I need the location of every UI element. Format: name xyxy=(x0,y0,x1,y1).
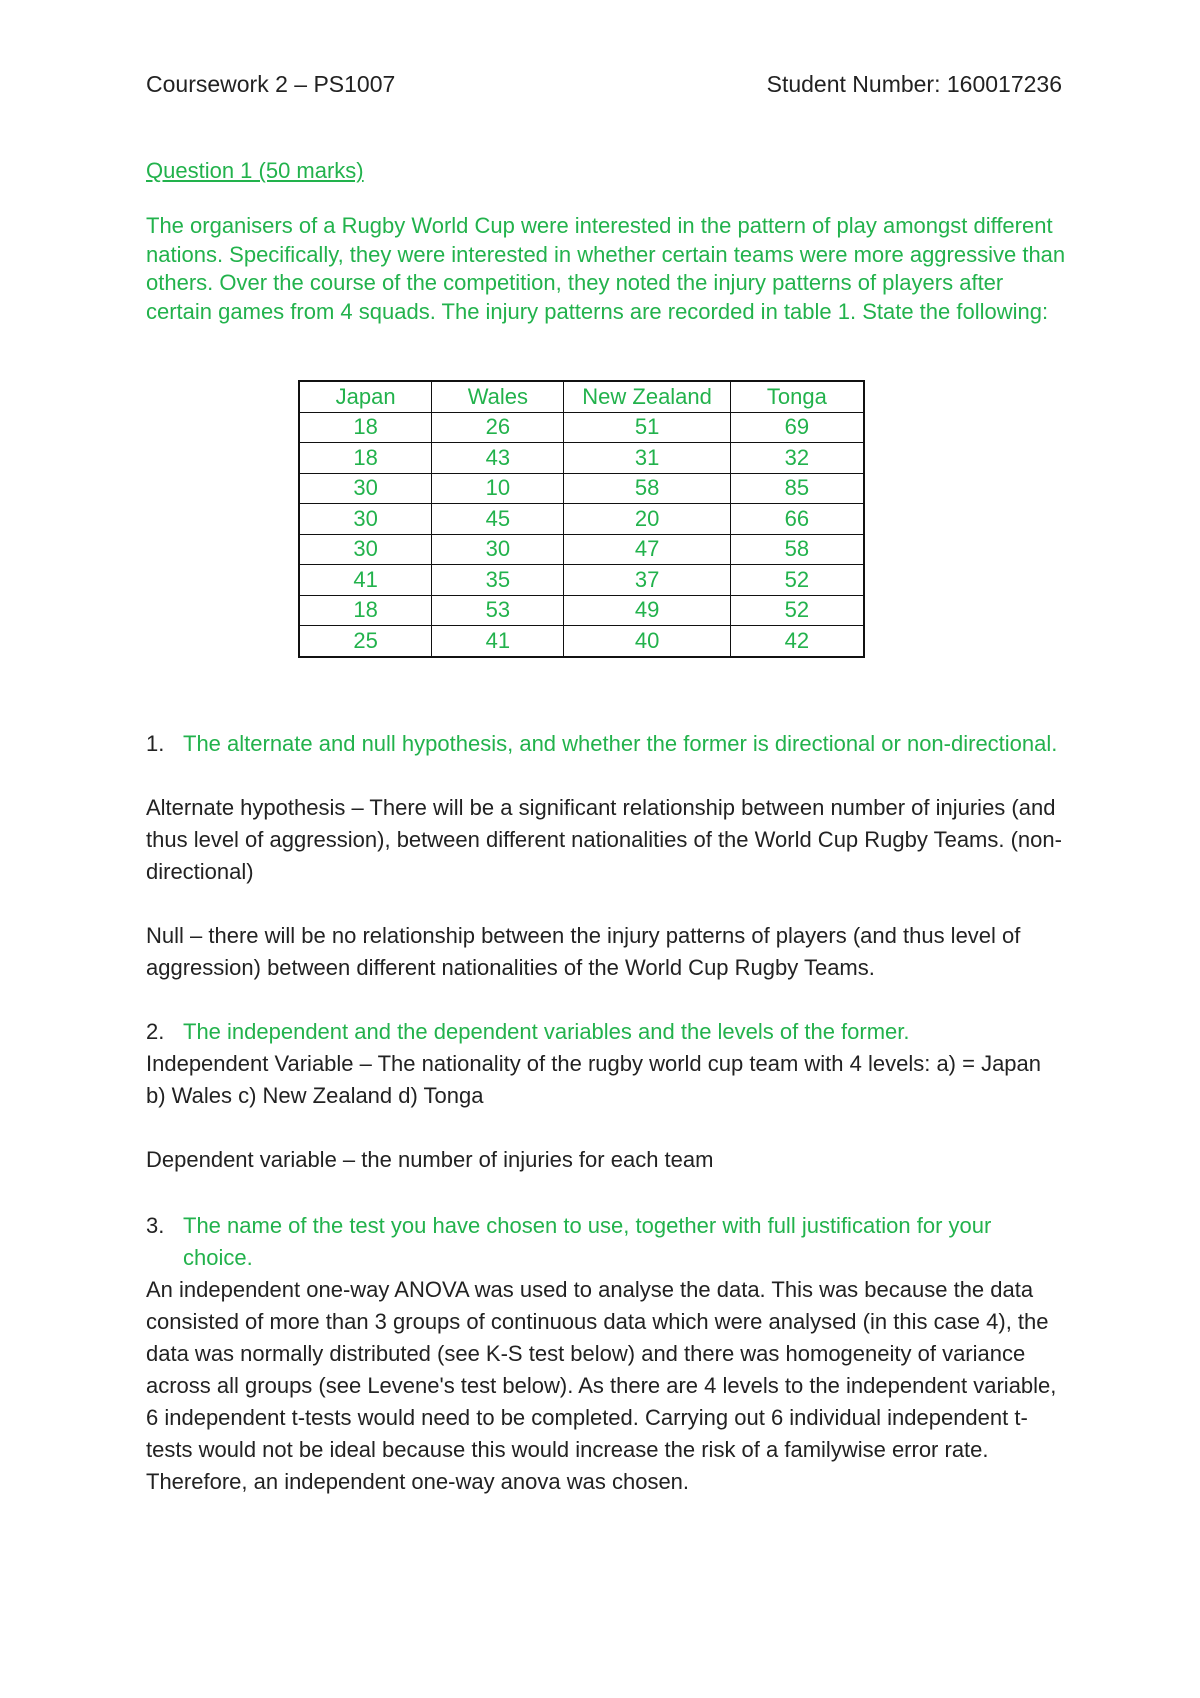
table-row xyxy=(299,412,864,443)
question-intro: The organisers of a Rugby World Cup were interested in the pattern of play amongst different nations. Specifically, they were interested in whether certain teams were more aggressive than others. Over the course of the competition, they noted the injury patterns of players after certain games from 4 squads. The injury patterns are recorded in table 1. State the following: xyxy=(146,213,1066,324)
table-row xyxy=(299,534,864,565)
item-3-prompt xyxy=(146,1210,1066,1274)
table-cell: 35 xyxy=(432,565,564,596)
item-prompt-text: The independent and the dependent variables and the levels of the former. xyxy=(183,1019,910,1044)
table-cell: 43 xyxy=(432,443,564,474)
table-cell: 10 xyxy=(432,473,564,504)
table-cell: 85 xyxy=(730,473,864,504)
column-header: Japan xyxy=(299,381,432,412)
table-cell: 66 xyxy=(730,504,864,535)
course-title: Coursework 2 – PS1007 xyxy=(146,71,396,97)
column-header: New Zealand xyxy=(564,381,730,412)
table-cell: 18 xyxy=(299,595,432,626)
table-cell: 47 xyxy=(564,534,730,565)
table-cell: 32 xyxy=(730,443,864,474)
table-cell: 52 xyxy=(730,565,864,596)
item-2-dependent-variable: Dependent variable – the number of injuries for each team xyxy=(146,1147,714,1172)
table-cell: 58 xyxy=(730,534,864,565)
table-cell: 37 xyxy=(564,565,730,596)
student-number: Student Number: 160017236 xyxy=(766,71,1062,97)
table-row xyxy=(299,626,864,657)
column-header: Tonga xyxy=(730,381,864,412)
injury-table xyxy=(298,380,865,658)
table-cell: 18 xyxy=(299,412,432,443)
table-header-row xyxy=(299,381,864,412)
table-cell: 31 xyxy=(564,443,730,474)
table-cell: 51 xyxy=(564,412,730,443)
table-cell: 30 xyxy=(299,473,432,504)
item-2-independent-variable: Independent Variable – The nationality of the rugby world cup team with 4 levels: a) = Japan b) Wales c) New Zealand d) Tonga xyxy=(146,1051,1042,1108)
table-cell: 30 xyxy=(299,534,432,565)
page-header xyxy=(146,70,1062,98)
table-cell: 52 xyxy=(730,595,864,626)
table-row xyxy=(299,595,864,626)
column-header: Wales xyxy=(432,381,564,412)
item-number: 2. xyxy=(146,1019,165,1044)
table-cell: 26 xyxy=(432,412,564,443)
item-prompt-text: The alternate and null hypothesis, and whether the former is directional or non-directional. xyxy=(183,731,1058,756)
item-number: 3. xyxy=(146,1213,165,1238)
table-cell: 25 xyxy=(299,626,432,657)
question-title: Question 1 (50 marks) xyxy=(146,158,364,183)
table-cell: 40 xyxy=(564,626,730,657)
item-prompt-text: The name of the test you have chosen to use, together with full justification for your choice. xyxy=(183,1213,992,1270)
table-cell: 41 xyxy=(432,626,564,657)
table-row xyxy=(299,473,864,504)
item-2-prompt xyxy=(146,1016,1066,1048)
table-cell: 20 xyxy=(564,504,730,535)
item-1-null-hypothesis: Null – there will be no relationship between the injury patterns of players (and thus level of aggression) between different nationalities of the World Cup Rugby Teams. xyxy=(146,923,1021,980)
table-cell: 18 xyxy=(299,443,432,474)
table-row xyxy=(299,443,864,474)
table-row xyxy=(299,504,864,535)
table-cell: 30 xyxy=(432,534,564,565)
table-cell: 49 xyxy=(564,595,730,626)
table-cell: 53 xyxy=(432,595,564,626)
item-3-test-justification: An independent one-way ANOVA was used to analyse the data. This was because the data consisted of more than 3 groups of continuous data which were analysed (in this case 4), the data was normally distributed (see K-S test below) and there was homogeneity of variance across all groups (see Levene's test below). As there are 4 levels to the independent variable, 6 independent t-tests would need to be completed. Carrying out 6 individual independent t-tests would not be ideal because this would increase the risk of a familywise error rate. Therefore, an independent one-way anova was chosen. xyxy=(146,1277,1057,1494)
item-number: 1. xyxy=(146,731,165,756)
table-cell: 45 xyxy=(432,504,564,535)
table-cell: 41 xyxy=(299,565,432,596)
item-1-prompt xyxy=(146,728,1066,760)
table-cell: 69 xyxy=(730,412,864,443)
table-cell: 30 xyxy=(299,504,432,535)
table-cell: 58 xyxy=(564,473,730,504)
item-1-alternate-hypothesis: Alternate hypothesis – There will be a significant relationship between number of injuries (and thus level of aggression), between different nationalities of the World Cup Rugby Teams. (non-directional) xyxy=(146,795,1062,884)
table-cell: 42 xyxy=(730,626,864,657)
table-row xyxy=(299,565,864,596)
